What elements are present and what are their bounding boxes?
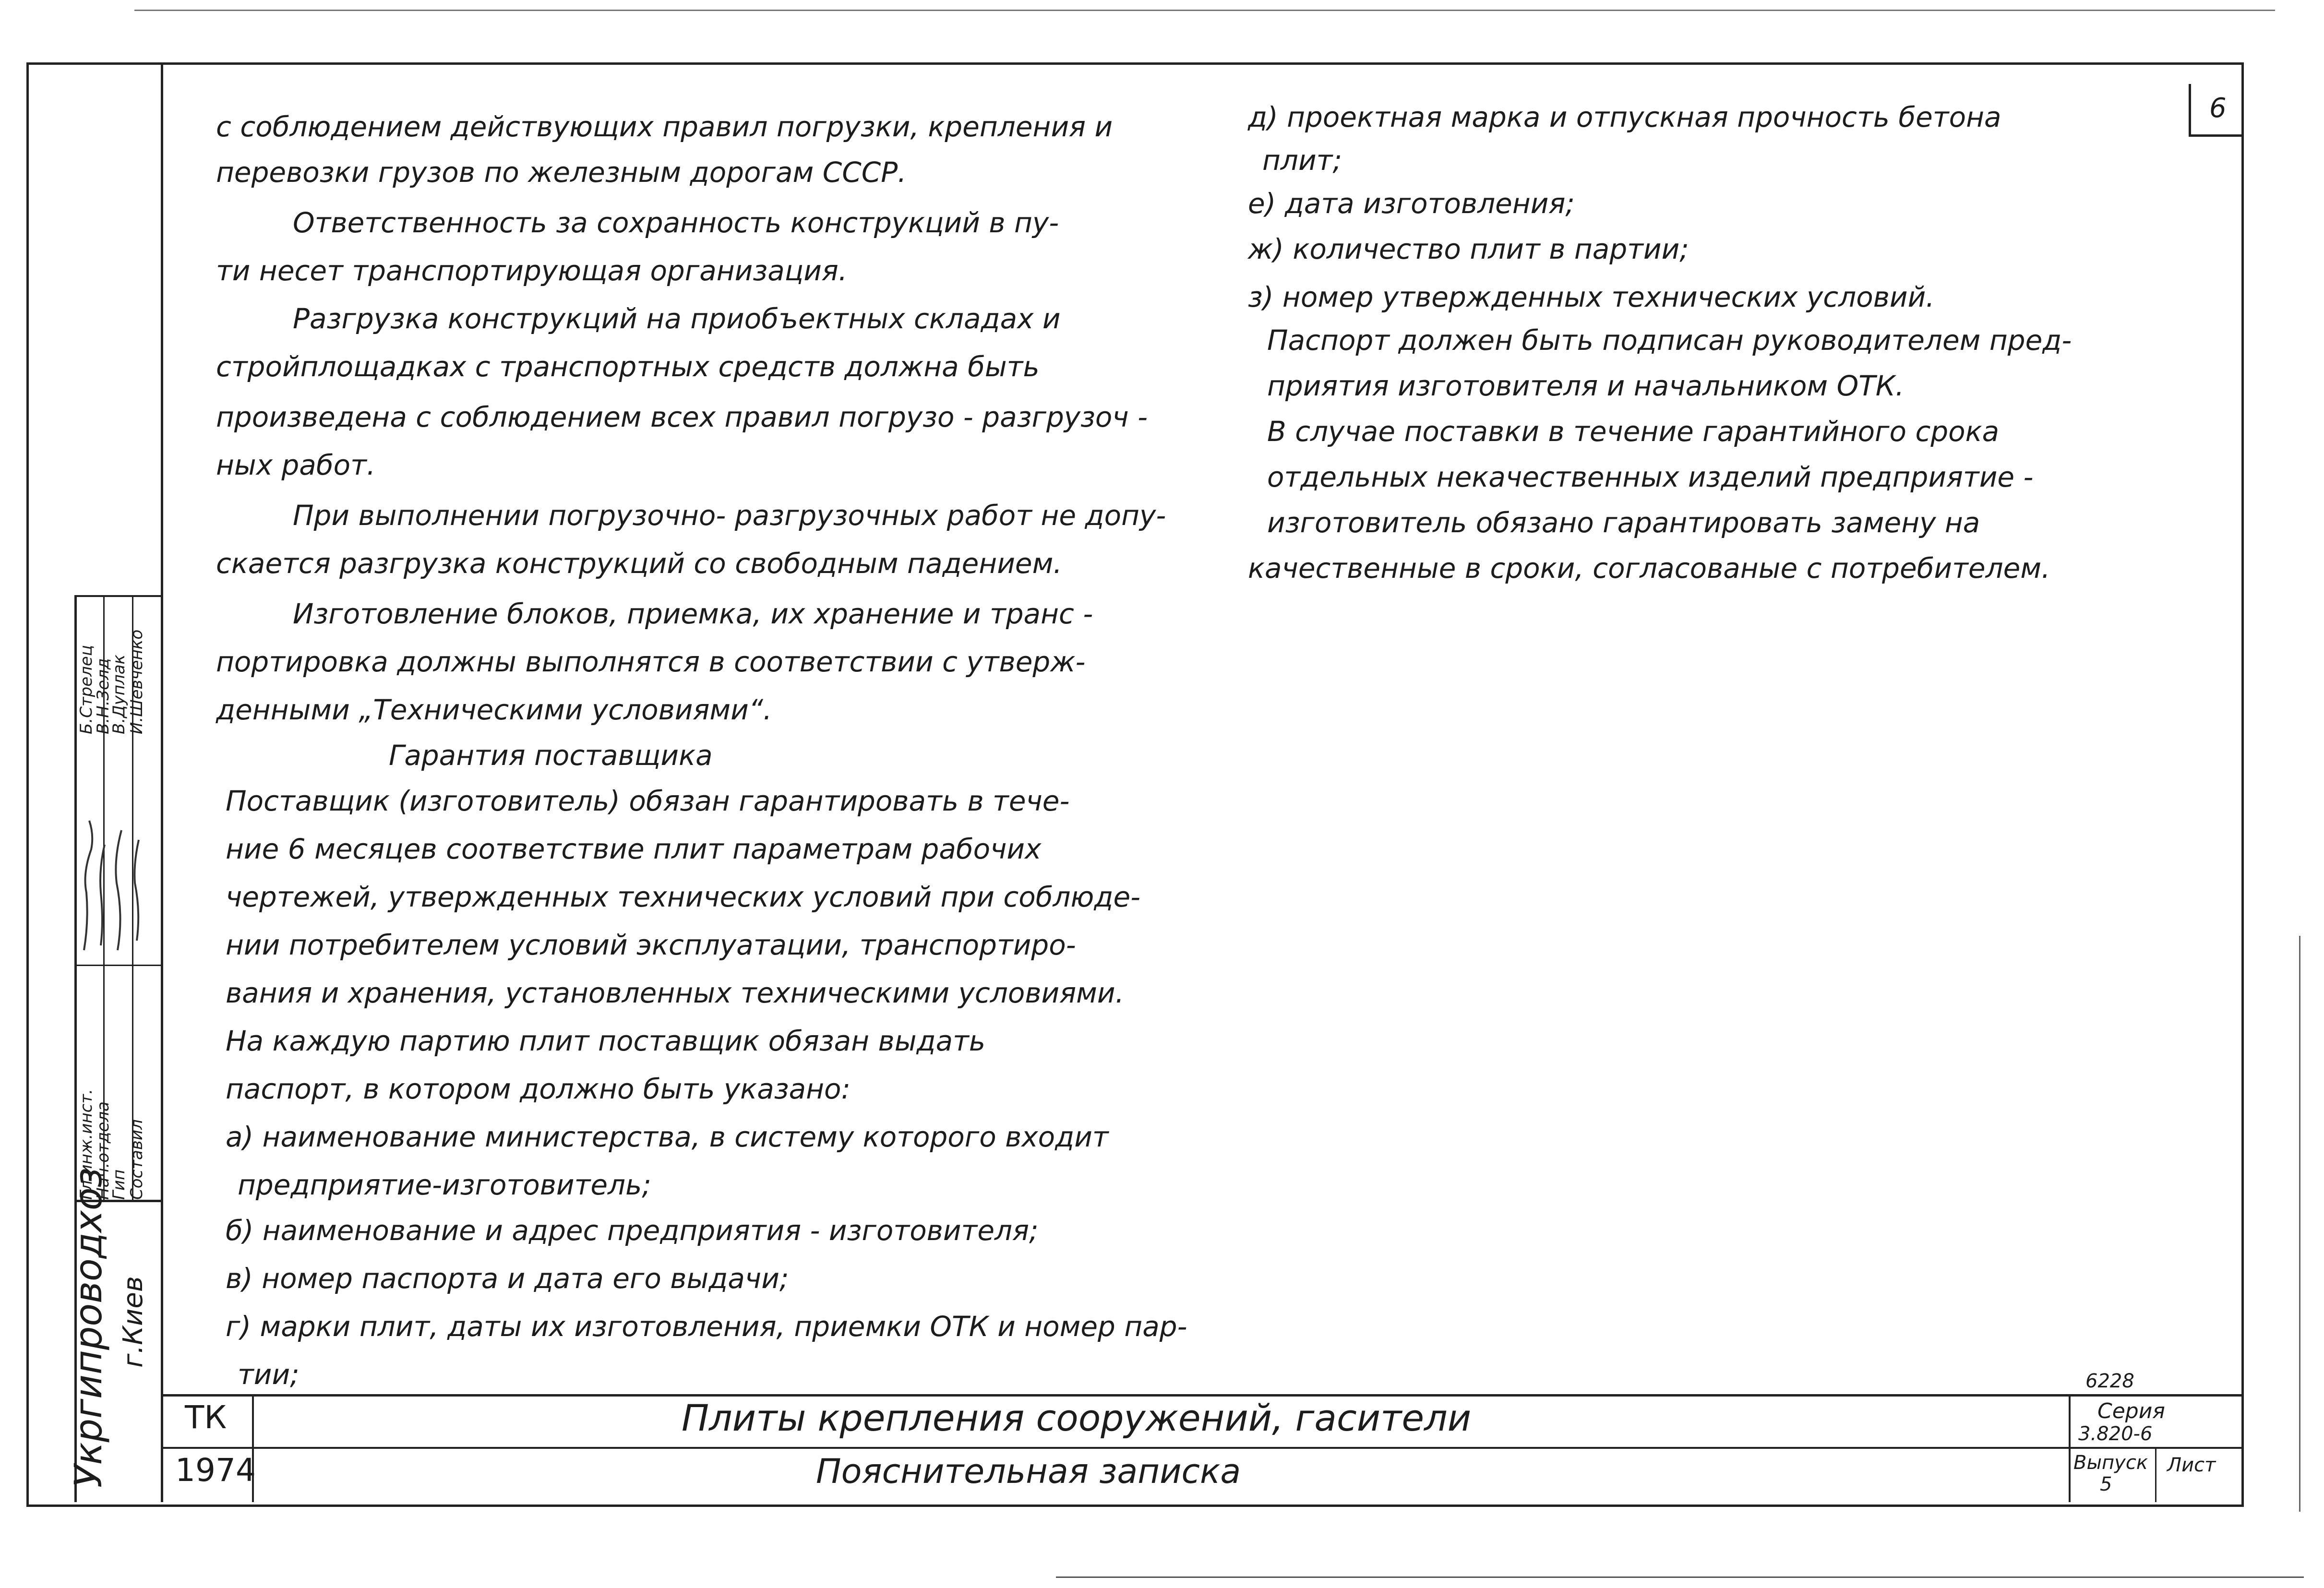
right-line: В случае поставки в течение гарантийного срока (1267, 415, 2000, 448)
stamp-org: Укргипроводхоз (67, 1167, 110, 1488)
list-item: плит; (1262, 144, 1342, 177)
left-line: Изготовление блоков, приемка, их хранение и транс - (293, 597, 1093, 630)
right-line: изготовитель обязано гарантировать замену на (1267, 506, 1980, 539)
left-line: вания и хранения, установленных техническими условиями. (226, 977, 1125, 1009)
right-line: Паспорт должен быть подписан руководителем пред- (1267, 324, 2072, 357)
issue-label: Выпуск (2073, 1452, 2148, 1474)
list-item: д) проектная марка и отпускная прочность бетона (1248, 101, 2001, 133)
signatures (74, 816, 161, 960)
stamp-city: г.Киев (118, 1276, 149, 1368)
list-item: предприятие-изготовитель; (238, 1169, 651, 1201)
right-line: качественные в сроки, согласованые с потребителем. (1248, 552, 2050, 585)
stamp-name: И.Шевченко (127, 629, 146, 734)
left-line: стройплощадках с транспортных средств должна быть (216, 350, 1040, 383)
left-line: ние 6 месяцев соответствие плит параметрам рабочих (226, 833, 1042, 865)
list-item: ж) количество плит в партии; (1248, 233, 1689, 265)
right-column (1248, 91, 2208, 667)
right-line: отдельных некачественных изделий предприятие - (1267, 461, 2034, 493)
left-column (216, 91, 1248, 1391)
left-line: ти несет транспортирующая организация. (216, 254, 848, 287)
stamp-role: Составил (127, 1119, 146, 1200)
left-line: нии потребителем условий эксплуатации, транспортиро- (226, 929, 1076, 961)
stamp-name: В.Н.Зелд (94, 658, 113, 734)
sheet-label: Лист (2167, 1454, 2216, 1476)
stamp-role: Нач.отдела (94, 1101, 113, 1200)
left-line: Ответственность за сохранность конструкций в пу- (293, 206, 1059, 239)
left-line: ных работ. (216, 449, 376, 481)
left-line: перевозки грузов по железным дорогам СССР. (216, 156, 907, 189)
stamp-role: Гл.инж.инст. (77, 1089, 96, 1200)
right-line: приятия изготовителя и начальником ОТК. (1267, 370, 1905, 402)
left-line: При выполнении погрузочно- разгрузочных работ не допу- (293, 499, 1166, 532)
scan-edge-line (1056, 1576, 2304, 1578)
inventory-number: 6228 (2085, 1370, 2134, 1392)
stamp-name: Б.Стрелец (77, 645, 96, 734)
left-line: Разгрузка конструкций на приобъектных складах и (293, 302, 1061, 335)
left-line: скается разгрузка конструкций со свободным падением. (216, 547, 1062, 580)
left-line: денными „Техническими условиями“. (216, 693, 772, 726)
section-heading: Гарантия поставщика (389, 739, 713, 772)
list-item: г) марки плит, даты их изготовления, приемки ОТК и номер пар- (226, 1310, 1187, 1343)
scan-edge-line (2299, 936, 2300, 1512)
left-line: произведена с соблюдением всех правил погрузо - разгрузоч - (216, 401, 1148, 433)
list-item: тии; (238, 1358, 299, 1391)
list-item: е) дата изготовления; (1248, 187, 1575, 220)
left-line: Поставщик (изготовитель) обязан гарантировать в тече- (226, 785, 1070, 817)
stamp-name: В.Дуплак (109, 654, 129, 734)
left-line: чертежей, утвержденных технических условий при соблюде- (226, 881, 1141, 913)
list-item: в) номер паспорта и дата его выдачи; (226, 1262, 789, 1295)
stamp-year: 1974 (175, 1452, 256, 1489)
document-title: Плиты крепления сооружений, гасители (682, 1397, 1472, 1439)
stamp-role: Гип (109, 1169, 129, 1200)
issue-value: 5 (2100, 1473, 2112, 1495)
list-item: а) наименование министерства, в систему которого входит (226, 1121, 1109, 1153)
left-line: На каждую партию плит поставщик обязан выдать (226, 1025, 986, 1057)
scan-edge-line (134, 10, 2275, 11)
binding-strip-line (161, 62, 163, 1502)
list-item: б) наименование и адрес предприятия - изготовителя; (226, 1214, 1039, 1247)
page-number: 6 (2209, 93, 2227, 124)
list-item: з) номер утвержденных технических условий. (1248, 281, 1935, 313)
left-line: паспорт, в котором должно быть указано: (226, 1073, 851, 1105)
series-value: 3.820-6 (2078, 1423, 2153, 1445)
document-subtitle: Пояснительная записка (816, 1452, 1241, 1491)
stamp-code: ТК (185, 1399, 227, 1436)
series-label: Серия (2097, 1399, 2165, 1423)
left-line: с соблюдением действующих правил погрузки, крепления и (216, 110, 1113, 143)
left-line: портировка должны выполнятся в соответствии с утверж- (216, 645, 1086, 678)
